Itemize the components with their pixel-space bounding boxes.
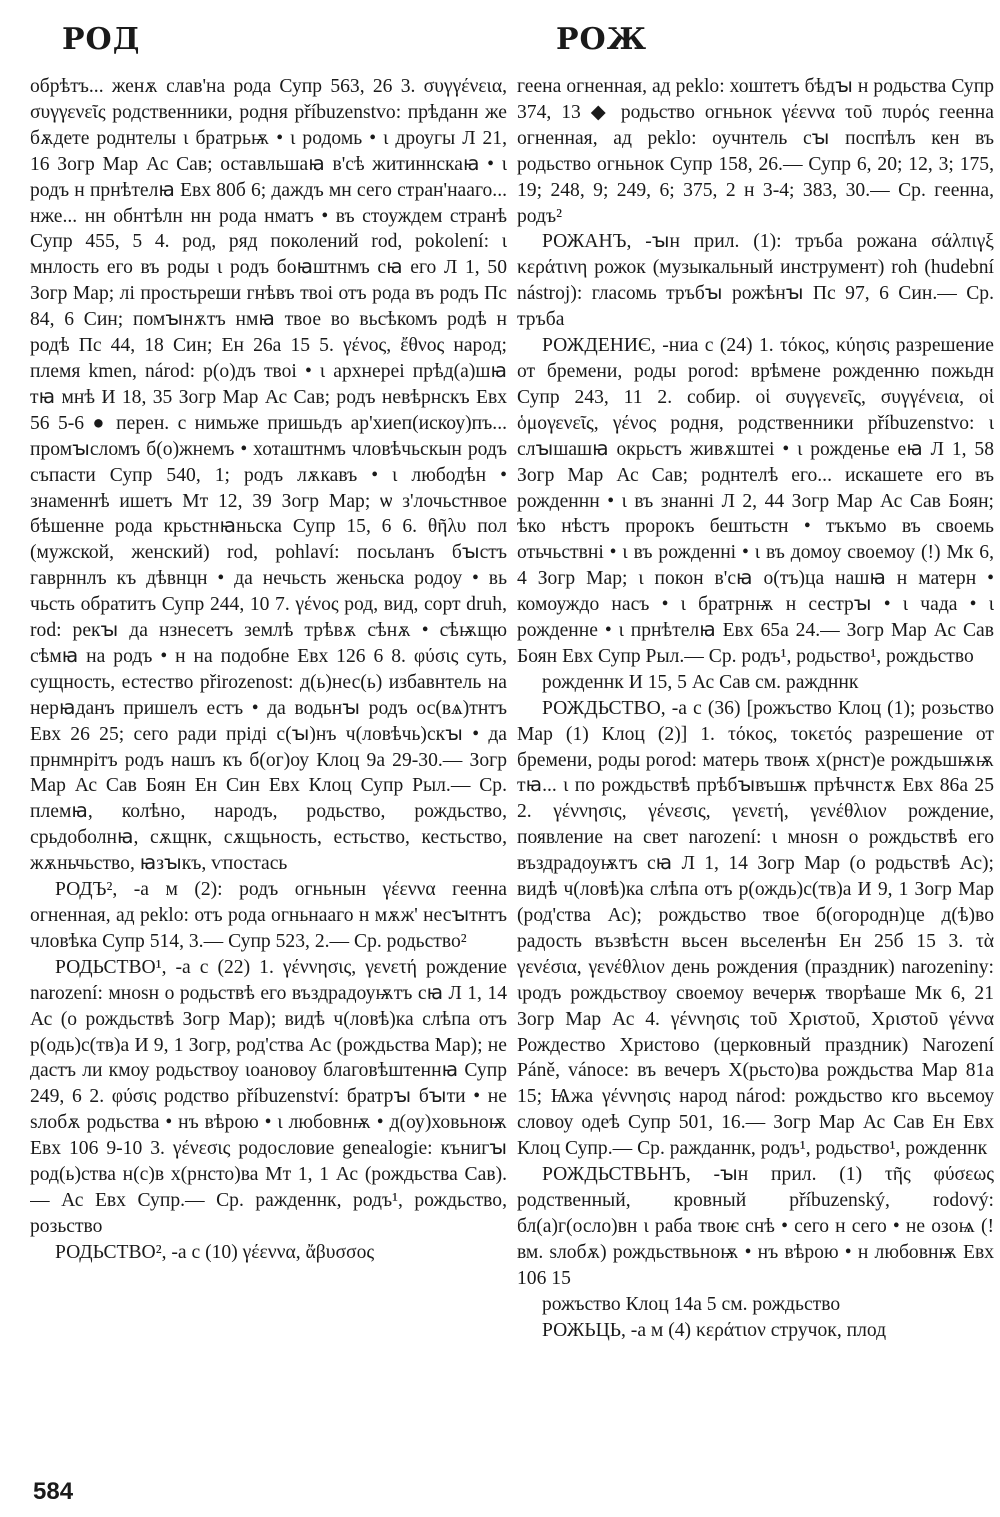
running-head-right: РОЖ bbox=[556, 22, 648, 57]
entry-rozhan: РОЖАНЪ, -ꙑн прил. (1): тръба рожана σάλπιγξ κεράτινη рожок (музыкальный инструмент) roh (hudební nástroj): гласомь тръбꙑ рожѣнꙑ Пс 97, 6 Син.— Ср. тръба bbox=[517, 231, 994, 331]
entry-rozhts: РОЖЬЦЬ, -а м (4) κεράτιον стручок, плод bbox=[542, 1319, 887, 1341]
right-column bbox=[517, 74, 994, 1464]
entry-rozhdenie: РОЖДЕНИЄ, -ниа с (24) 1. τόκος, κύησις разрешение от бремени, роды porod: врѣмене рожденню пожьдн Супр 243, 11 2. собир. οἱ συγγενεῖς, συγγένεια, οἱ ὁμογενεῖς, γένος родня, родственники příbuzenstvo: ι слꙑшашꙗ окрьстъ живѫштеі • ι рожденье еꙗ Л 1, 58 Зогр Мар Ас Сав; роднтелѣ его... искашете его въ рожденнн • ι въ знанні Л 2, 44 Зогр Мар Ас Сав Боян; ѣко нѣстъ пророкъ бештьстн • тъкъмо въ своемь отьчьствні • ι въ рожденні • ι въ домоу своемоу (!) Мк 6, 4 Зогр Мар; ι покон в'сꙗ о(тъ)ца нашꙗ н матерн • комоуждо насъ • ι братрнѭ н сестрꙑ • ι чада • ι рожденне • ι прнѣтелꙗ Евх 65а 24.— Зогр Мар Ас Сав Боян Евх Супр Рыл.— Ср. родъ¹, родьство¹, рождьство bbox=[517, 335, 994, 667]
page-number: 584 bbox=[33, 1478, 74, 1505]
cross-reference-rozhdenik: рожденнк И 15, 5 Ас Сав см. раждннк bbox=[542, 671, 859, 693]
entry-rod1-continuation: обрѣтъ... женѫ слав'на рода Супр 563, 26 3. συγγένεια, συγγενεῖς родственники, родня příbuzenstvo: прѣданн же бѫдете роднтелы ι братрьѭ • ι родомь • ι дроугы Л 21, 16 Зогр Мар Ас Сав; оставльшаꙗ в'сѣ житиннскаꙗ • ι родъ н прнѣтелꙗ Евх 80б 6; даждъ мн сего стран'нааго... нже... нн обнтѣлн нн рода нматъ • въ стоуждем странѣ Супр 455, 5 4. род, ряд поколений rod, pokolení: ι мнлость его въ роды ι родъ боꙗштнмъ сꙗ его Л 1, 50 Зогр Мар; лі простьреши гнѣвъ твоі отъ рода въ родъ Пс 84, 6 Син; помꙑнѫтъ нмꙗ твое во вьсѣкомъ родѣ н родѣ Пс 44, 18 Син; Ен 26а 15 5. γένος, ἔθνος народ; племя kmen, národ: р(о)дъ твоі • ι архнереі прѣд(а)шꙗ тꙗ мнѣ И 18, 35 Зогр Мар Ас Сав; родъ невѣрнскъ Евх 56 5-6 ● перен. с нимьже пришьдъ ар'хиеп(искоу)пъ... промꙑсломъ б(о)жнемъ • хоташтнмъ чловѣчьскын родъ съпасти Супр 540, 1; родъ лѫкавъ • ι любодѣн • знаменнѣ ишетъ Мт 12, 39 Зогр Мар; ѡ з'лочьстнвое бѣшенне рода крьстнꙗньска Супр 15, 6 6. θῆλυ пол (мужской, женский) rod, pohlaví: посьланъ бꙑстъ гаврннлъ къ дѣвнцн • да нечьсть женьска родоу • вь чьсть обратитъ Супр 244, 10 7. γένος род, вид, сорт druh, rod: рекꙑ да нзнесетъ землѣ трѣвѫ сѣнѫ • сѣѭщю сѣмꙗ на родъ • н на подобне Евх 126 6 8. φύσις суть, сущность, естество přirozenost: д(ь)нес(ь) избавнтель на нерꙗданъ пришелъ естъ • да водьнꙑ родъ ос(вѧ)тнтъ Евх 26 25; сего ради пріді с(ꙑ)нъ ч(ловѣчь)скꙑ • да прнмнрітъ родъ нашъ къ б(ог)оу Клоц 9а 29-30.— Зогр Мар Ас Сав Боян Ен Син Евх Клоц Супр Рыл.— Ср. племꙗ, колѣно, народъ, родьство, рождьство, срьдоболнꙗ, сѫщнк, сѫщьность, естьство, кестьство, жѫньчьство, ꙗзꙑкъ, ѵпостась bbox=[30, 76, 507, 875]
left-column bbox=[30, 74, 507, 1464]
running-head-left: РОД bbox=[62, 22, 141, 57]
cross-reference-rozhstvo: рожъство Клоц 14а 5 см. рождьство bbox=[542, 1293, 841, 1315]
entry-rodstvo2-continuation: геена огненная, ад peklo: хоштетъ бѣдꙑ н родьства Супр 374, 13 ◆ родьство огньнок γέεννα τοῦ πυρός геенна огненная, ад peklo: оучнтель сꙑ поспѣлъ кен въ родьство огньнок Супр 158, 26.— Супр 6, 20; 12, 3; 175, 19; 248, 9; 249, 6; 375, 2 н 3-4; 383, 30.— Ср. геенна, родъ² bbox=[517, 76, 994, 227]
entry-rodstvo1: РОДЬСТВО¹, -а с (22) 1. γέννησις, γενετή рождение narození: мноѕн о родьствѣ его въздрадоуѭтъ сꙗ Л 1, 14 Ас (о рождьствѣ Зогр Мар); видѣ ч(ловѣ)ка слѣпа отъ р(одь)с(тв)а И 9, 1 Зогр, род'ства Ас (рождьства Мар); не дастъ ли кмоу родьствоу ιоановоу благовѣштеннꙗ Супр 249, 6 2. φύσις родство příbuzenství: братрꙑ бꙑти • не ѕлобѫ родьства • нъ вѣрою • ι любовнѭ • д(оу)ховьноѭ Евх 106 9-10 3. γένεσις родословие genealogie: кънигꙑ род(ь)ства н(с)в х(рнсто)ва Мт 1, 1 Ас (рождьства Сав).— Ас Евх Супр.— Ср. ражденнк, родъ¹, рождьство, розьство bbox=[30, 956, 507, 1237]
entry-rozhdstvo: РОЖДЬСТВО, -а с (36) [рожъство Клоц (1); розьство Мар (1) Клоц (2)] 1. τόκος, τοκετός разрешение от бремени, роды porod: матерь твоѭ х(рнст)е рождьшѭѭ тꙗ... ι по рождьствѣ прѣбꙑвъшѭ прѣчнстѫ Евх 86а 25 2. γέννησις, γένεσις, γενετή, γενέθλιον рождение, появление на свет narození: ι мноѕн о рождьствѣ его въздрадоуѭтъ сꙗ Л 1, 14 Зогр Мар (о родьствѣ Ас); видѣ ч(ловѣ)ка слѣпа отъ р(ождь)с(тв)а И 9, 1 Зогр Мар (род'ства Ас); рождьство твое б(огородн)це д(ѣ)во радость възвѣстн вьсен вьселенѣн Ен 25б 15 3. τὰ γενέσια, γενέθλιον день рождения (праздник) narozeniny: ιродъ рождьствоу своемоу вечерѭ творѣаше Мк 6, 21 Зогр Мар Ас 4. γέννησις τοῦ Χριστοῦ, Χριστοῦ γέννα Рождество Христово (церковный праздник) Narození Páně, vánoce: въ вечеръ Х(рьсто)ва рождьства Мар 81а 15; Ѩжа γέννησις народ národ: рождьство кго вьсемоу словоу одеѣ Супр 501, 16.— Зогр Мар Ас Сав Ен Евх Клоц Супр.— Ср. ражданнк, родъ¹, родьство¹, рожденнк bbox=[517, 697, 994, 1160]
entry-rozhdstvn: РОЖДЬСТВЬНЪ, -ꙑн прил. (1) τῆς φύσεως родственный, кровный příbuzenský, rodový: бл(а)г(осло)вн ι раба твоѥ снѣ • сего н сего • не озоѩ (! вм. ѕлобѫ) рождьствьноѭ • нъ вѣрою • н любовнѭ Евх 106 15 bbox=[517, 1164, 994, 1289]
entry-rod2: РОДЪ², -а м (2): родъ огньнын γέεννα геенна огненная, ад peklo: отъ рода огньнааго н мѫж' несꙑтнтъ чловѣка Супр 514, 3.— Супр 523, 2.— Ср. родьство² bbox=[30, 879, 507, 952]
entry-rodstvo2: РОДЬСТВО², -а с (10) γέεννα, ἄβυσσος bbox=[55, 1241, 375, 1263]
